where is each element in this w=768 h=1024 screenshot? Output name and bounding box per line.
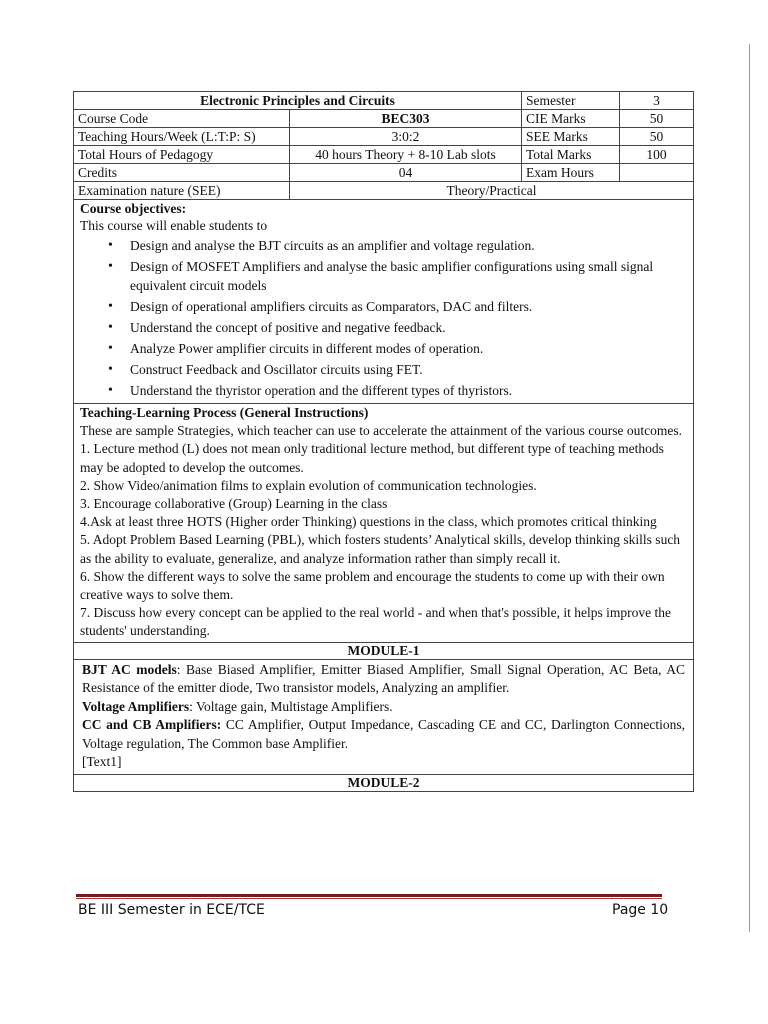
course-code-value: BEC303 (290, 110, 522, 128)
teaching-strategy-item: 4.Ask at least three HOTS (Higher order Thinking) questions in the class, which promotes critical thinking (80, 514, 657, 530)
module-1-heading-row (74, 642, 694, 659)
course-info-row (74, 128, 694, 146)
objective-item: • Analyze Power amplifier circuits in different modes of operation. (130, 339, 687, 358)
teaching-strategy-item: 6. Show the different ways to solve the same problem and encourage the students to come up with their own creative ways to solve them. (80, 568, 665, 603)
course-title-row (74, 92, 694, 110)
module-1-content-row (74, 659, 694, 774)
exam-nature-value: Theory/Practical (290, 182, 694, 200)
module-1-cc-paragraph (82, 716, 685, 753)
footer-course-label: BE III Semester in ECE/TCE (78, 902, 265, 918)
total-marks-value: 100 (620, 146, 694, 164)
pedagogy-hours-value: 40 hours Theory + 8-10 Lab slots (290, 146, 522, 164)
credits-label: Credits (74, 164, 290, 182)
objective-item: • Understand the concept of positive and negative feedback. (130, 318, 687, 337)
pedagogy-hours-label: Total Hours of Pedagogy (74, 146, 290, 164)
objectives-row (74, 200, 694, 404)
credits-value: 04 (290, 164, 522, 182)
teaching-learning-heading: Teaching-Learning Process (General Instructions) (80, 405, 369, 420)
cie-marks-value: 50 (620, 110, 694, 128)
course-info-row (74, 164, 694, 182)
teaching-strategy-item: 1. Lecture method (L) does not mean only traditional lecture method, but different type of teaching methods may be adopted to develop the outcomes. (80, 441, 664, 475)
cc-cb-amplifiers-label: CC and CB Amplifiers: (82, 717, 222, 733)
see-marks-label: SEE Marks (522, 128, 620, 146)
objectives-heading: Course objectives: (80, 201, 187, 216)
objectives-intro: This course will enable students to (80, 218, 268, 233)
course-info-row (74, 110, 694, 128)
module-2-heading: MODULE-2 (74, 774, 694, 791)
teaching-hours-label: Teaching Hours/Week (L:T:P: S) (74, 128, 290, 146)
module-1-bjt-paragraph (82, 661, 685, 698)
objective-item: • Design of MOSFET Amplifiers and analyse the basic amplifier configurations using small signal equivalent circuit models (130, 257, 687, 295)
objectives-list (80, 236, 687, 400)
exam-nature-row (74, 182, 694, 200)
voltage-amplifiers-text: : Voltage gain, Multistage Amplifiers. (189, 698, 393, 714)
semester-label: Semester (522, 92, 620, 110)
course-title: Electronic Principles and Circuits (74, 92, 522, 110)
voltage-amplifiers-label: Voltage Amplifiers (82, 698, 190, 714)
course-code-label: Course Code (74, 110, 290, 128)
teaching-hours-value: 3:0:2 (290, 128, 522, 146)
cie-marks-label: CIE Marks (522, 110, 620, 128)
teaching-learning-section (74, 404, 694, 643)
cc-cb-amplifiers-text: CC Amplifier, Output Impedance, Cascading CE and CC, Darlington Connections, Voltage regulation, The Common base Amplifier. (82, 717, 685, 751)
course-info-row (74, 146, 694, 164)
module-2-heading-row (74, 774, 694, 791)
teaching-strategy-item: 3. Encourage collaborative (Group) Learning in the class (80, 496, 388, 512)
exam-nature-label: Examination nature (SEE) (74, 182, 290, 200)
teaching-learning-intro: These are sample Strategies, which teacher can use to accelerate the attainment of the various course outcomes. (80, 423, 682, 439)
module-1-voltage-paragraph (82, 698, 685, 717)
footer-rule-thick (76, 894, 662, 897)
exam-hours-label: Exam Hours (522, 164, 620, 182)
semester-value: 3 (620, 92, 694, 110)
teaching-strategy-item: 7. Discuss how every concept can be applied to the real world - and when that's possible, it helps improve the students' understanding. (80, 605, 672, 639)
teaching-learning-row (74, 404, 694, 643)
teaching-strategy-item: 2. Show Video/animation films to explain evolution of communication technologies. (80, 477, 537, 493)
objective-item: • Design of operational amplifiers circuits as Comparators, DAC and filters. (130, 297, 687, 316)
teaching-strategy-item: 5. Adopt Problem Based Learning (PBL), which fosters students’ Analytical skills, develop thinking skills such as the ability to evaluate, generalize, and analyze information rather than simply recall it. (80, 532, 681, 566)
see-marks-value: 50 (620, 128, 694, 146)
objective-item: • Understand the thyristor operation and the different types of thyristors. (130, 381, 687, 400)
footer-page-number: Page 10 (612, 902, 669, 918)
exam-hours-value (620, 164, 694, 182)
page-margin-rule (749, 44, 750, 932)
module-1-heading: MODULE-1 (74, 642, 694, 659)
module-1-reference: [Text1] (82, 754, 122, 770)
module-1-content (74, 659, 694, 774)
objective-item: • Design and analyse the BJT circuits as an amplifier and voltage regulation. (130, 236, 687, 255)
total-marks-label: Total Marks (522, 146, 620, 164)
footer-rule-thin (76, 898, 662, 899)
syllabus-table (73, 91, 694, 792)
objectives-section (74, 200, 694, 404)
bjt-ac-models-label: BJT AC models (82, 661, 177, 677)
objective-item: • Construct Feedback and Oscillator circuits using FET. (130, 360, 687, 379)
bjt-ac-models-text: : Base Biased Amplifier, Emitter Biased Amplifier, Small Signal Operation, AC Beta, AC Resistance of the emitter diode, Two transistor models, Analyzing an amplifier. (82, 661, 685, 696)
